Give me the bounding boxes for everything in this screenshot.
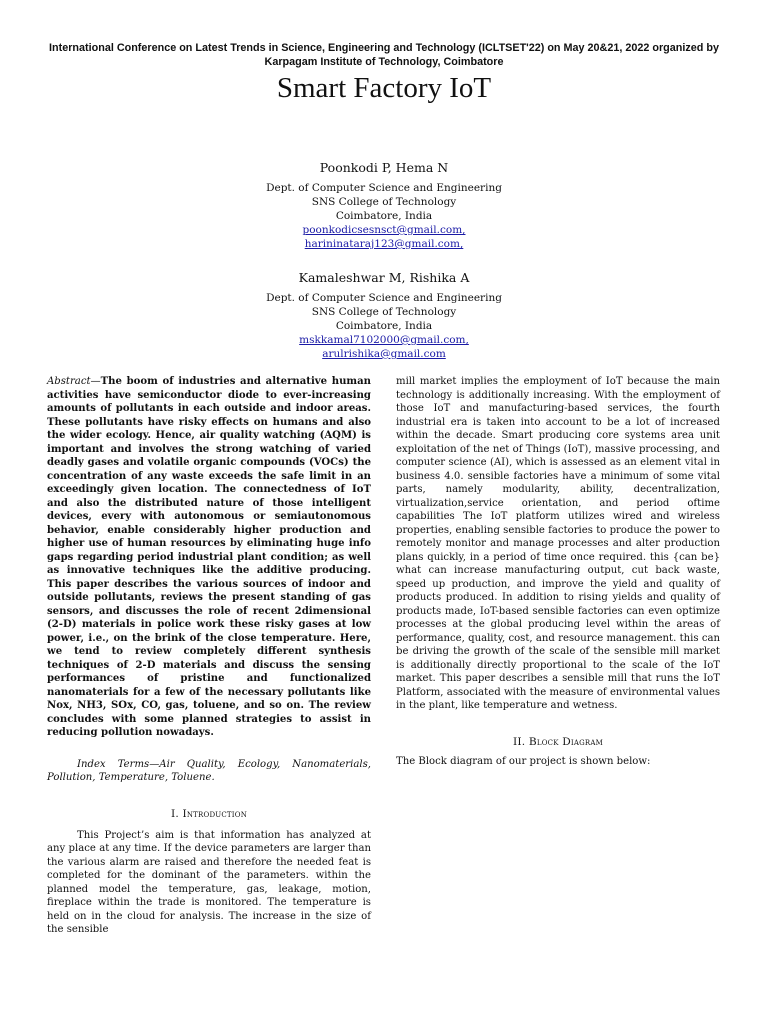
author-email-link[interactable]: arulrishika@gmail.com <box>322 348 446 360</box>
author-college: SNS College of Technology <box>311 306 457 318</box>
author-dept: Dept. of Computer Science and Engineering <box>266 292 502 304</box>
author-college: SNS College of Technology <box>311 196 457 208</box>
author-email-link[interactable]: mskkamal7102000@gmail.com, <box>299 334 469 346</box>
author-names: Poonkodi P, Hema N <box>319 160 449 175</box>
block-diagram-intro: The Block diagram of our project is shown below: <box>396 755 651 767</box>
introduction-body: This Project’s aim is that information has analyzed at any place at any time. If the device parameters are larger than the various alarm are raised and therefore the needed feat is completed for the dominant of the parameters. within the planned model the temperature, gas, leakage, motion, fireplace within the trade is monitored. The temperature is held on in the cloud for analysis. The increase in the size of the sensible <box>47 829 371 935</box>
author-location: Coimbatore, India <box>335 320 433 332</box>
author-email-link[interactable]: poonkodicsesnsct@gmail.com, <box>302 224 466 236</box>
conference-header: International Conference on Latest Trends in Science, Engineering and Technology (ICLTSET'22) on May 20&21, 2022 organized by Karpagam Institute of Technology, Coimbatore <box>49 42 719 68</box>
author-email-link[interactable]: harininataraj123@gmail.com, <box>304 238 464 250</box>
right-column-body: mill market implies the employment of IoT because the main technology is additionally increasing. With the employment of those IoT and manufacturing-based services, the fourth industrial era is taken into account to be a lot of increased within the decade. Smart producing core systems area unit exploitation of the net of Things (IoT), massive processing, and computer science (AI), which is assessed as an element vital in business 4.0. sensible factories have a minimum of some vital parts, namely modularity, ability, decentralization, virtualization,service orientation, and period oftime capabilities The IoT platform utilizes wired and wireless properties, enabling sensible factories to produce the power to remotely monitor and manage processes and alter production plans quickly, in a period of time once required. this {can be} what can increase manufacturing output, cut back waste, speed up production, and improve the yield and quality of products produced. In addition to rising yields and quality of products made, IoT-based sensible factories can even optimize processes at the global producing level within the areas of performance, quality, cost, and resource management. this can be driving the growth of the scale of the sensible mill market is additionally directly proportional to the scale of the IoT market. This paper describes a sensible mill that runs the IoT Platform, associated with the measure of environmental values in the plant, like temperature and wetness. <box>396 376 720 711</box>
paper-title: Smart Factory IoT <box>276 72 492 104</box>
author-location: Coimbatore, India <box>335 210 433 222</box>
left-column <box>47 375 371 937</box>
author-names: Kamaleshwar M, Rishika A <box>298 270 470 285</box>
abstract-dash: — <box>90 376 101 387</box>
author-block-1 <box>0 160 768 251</box>
abstract-label: Abstract <box>47 376 91 387</box>
right-column <box>396 375 720 768</box>
author-dept: Dept. of Computer Science and Engineering <box>266 182 502 194</box>
abstract <box>47 375 371 740</box>
abstract-body: The boom of industries and alternative human activities have semiconductor diode to ever-increasing amounts of pollutants in each outside and indoor areas. These pollutants have risky effects on humans and also the wider ecology. Hence, air quality watching (AQM) is important and involves the strong watching of varied deadly gases and volatile organic compounds (VOCs) the concentration of any waste exceeds the safe limit in an exceedingly given location. The connectedness of IoT and also the distributed nature of those intelligent devices, every with autonomous or semiautonomous behavior, enable considerably higher production and higher use of human resources by eliminating huge info gaps regarding period industrial plant condition; as well as innovative techniques like the additive producing. This paper describes the various sources of indoor and outside pollutants, reviews the present standing of gas sensors, and discusses the role of recent 2dimensional (2-D) materials in police work these risky gases at low power, i.e., on the brink of the close temperature. Here, we tend to review completely different synthesis techniques of 2-D materials and discuss the sensing performances of pristine and functionalized nanomaterials for a few of the necessary pollutants like Nox, NH3, SOx, CO, gas, toluene, and so on. The review concludes with some planned strategies to assist in reducing pollution nowadays. <box>47 376 371 738</box>
section-heading-introduction: I. Introduction <box>170 807 248 820</box>
section-heading-block-diagram: II. Block Diagram <box>512 735 604 748</box>
index-terms: Index Terms—Air Quality, Ecology, Nanomaterials, Pollution, Temperature, Toluene. <box>47 758 371 783</box>
author-block-2 <box>0 270 768 361</box>
